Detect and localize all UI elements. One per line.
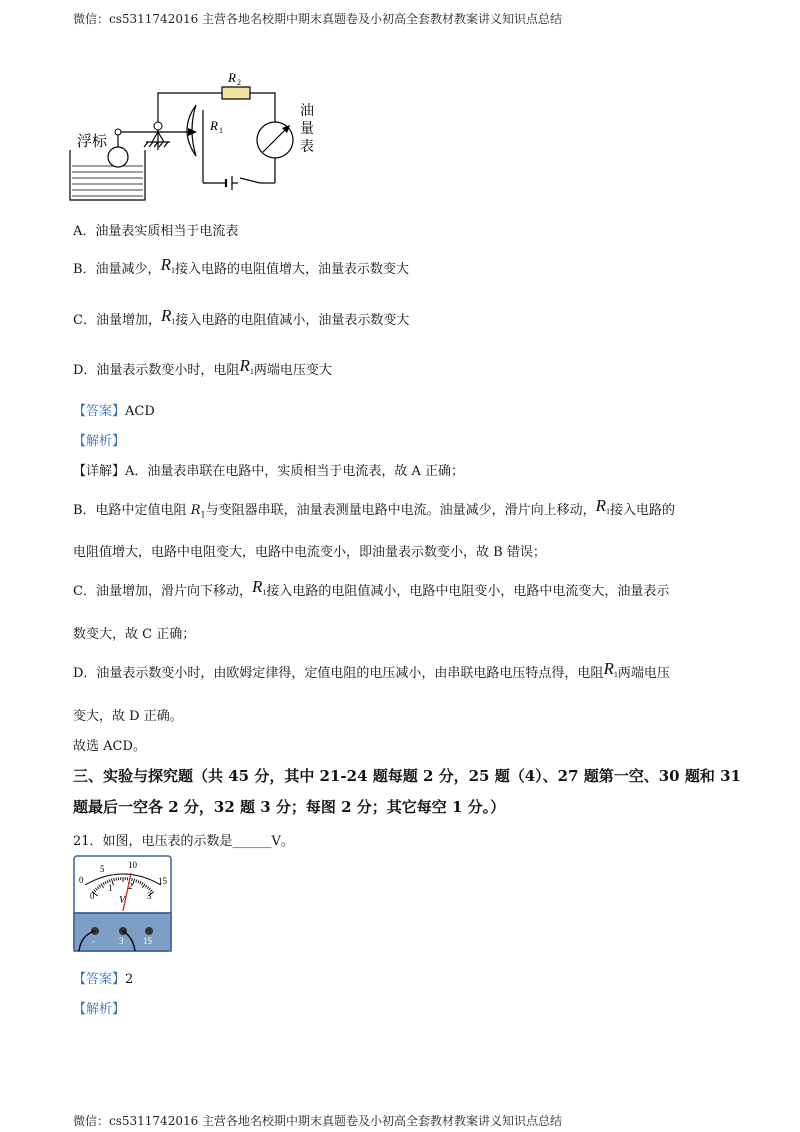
r2-label: R — [228, 70, 236, 85]
detail-line-2: B．电路中定值电阻 $R_1$与变阻器串联，油量表测量电路中电流。油量减少，滑片向上移动，R1接入电路的 — [73, 496, 675, 520]
bottom-scale-3: 3 — [147, 891, 152, 901]
float-label: 浮标 — [77, 132, 108, 150]
r1-symbol: R1 — [603, 659, 618, 679]
question-21: 21．如图，电压表的示数是______V。 — [73, 834, 294, 849]
detail-line-4: C．油量增加，滑片向下移动，R1接入电路的电阻值减小，电路中电阻变小，电路中电流变大，油量表示 — [73, 577, 670, 599]
answer-line — [73, 400, 155, 419]
r1-symbol: R1 — [595, 496, 610, 516]
answer-tag: 【答案】 — [73, 404, 126, 419]
q21-analysis-tag: 【解析】 — [73, 1002, 126, 1017]
voltmeter-figure — [73, 855, 173, 953]
top-scale-0: 0 — [79, 875, 84, 885]
detail-line-7: 变大，故 D 正确。 — [73, 709, 183, 724]
q21-answer-value: 2 — [125, 972, 134, 987]
r1-symbol: R1 — [160, 306, 176, 326]
page-header: 微信：cs5311742016 主营各地名校期中期末真题卷及小初高全套教材教案讲义知识点总结 — [73, 12, 563, 26]
analysis-tag: 【解析】 — [73, 434, 126, 449]
scale-tick — [116, 878, 117, 881]
gauge-label-2: 量 — [300, 121, 314, 137]
top-scale-5: 5 — [100, 864, 105, 874]
r1-symbol: R1 — [251, 577, 267, 597]
terminal-15: 15 — [143, 936, 152, 946]
option-c: C．油量增加，R1接入电路的电阻值减小，油量表示数变大 — [73, 306, 410, 328]
detail-line-3: 电阻值增大，电路中电阻变大，电路中电流变小，即油量表示数变小，故 B 错误； — [73, 545, 546, 560]
bottom-scale-1: 1 — [108, 883, 113, 893]
r2-subscript: 2 — [237, 78, 241, 87]
gauge-label-1: 油 — [300, 103, 314, 119]
r1-inline: $R_1$ — [190, 503, 206, 520]
r1-subscript: 1 — [219, 126, 223, 135]
terminal-negative: - — [92, 936, 95, 946]
detail-line-1: 【详解】A．油量表串联在电路中，实质相当于电流表，故 A 正确； — [73, 464, 465, 479]
top-scale-10: 10 — [128, 860, 137, 870]
r1-symbol: R1 — [160, 255, 175, 275]
bottom-scale-0: 0 — [90, 891, 95, 901]
unit-label: V — [119, 895, 126, 906]
section-heading-line-2: 题最后一空各 2 分，32 题 3 分；每图 2 分；其它每空 1 分。） — [73, 798, 506, 816]
option-a: A．油量表实质相当于电流表 — [73, 224, 239, 239]
option-d: D．油量表示数变小时，电阻R1两端电压变大 — [73, 356, 332, 378]
top-scale-15: 15 — [158, 876, 167, 886]
terminal-3: 3 — [119, 936, 124, 946]
section-heading-line-1: 三、实验与探究题（共 45 分，其中 21-24 题每题 2 分，25 题（4）、27 题第一空、30 题和 31 — [73, 767, 741, 785]
r1-label: R — [210, 118, 218, 133]
q21-answer-tag: 【答案】 — [73, 972, 126, 987]
fuel-gauge-circuit-diagram — [60, 60, 320, 205]
r1-symbol: R1 — [239, 356, 254, 376]
q21-answer-line — [73, 968, 133, 987]
answer-value: ACD — [125, 404, 155, 419]
gauge-label-3: 表 — [300, 139, 314, 155]
page-footer: 微信：cs5311742016 主营各地名校期中期末真题卷及小初高全套教材教案讲义知识点总结 — [73, 1114, 563, 1128]
option-b: B．油量减少，R1接入电路的电阻值增大，油量表示数变大 — [73, 255, 409, 277]
detail-line-8: 故选 ACD。 — [73, 739, 146, 754]
bottom-scale-2: 2 — [128, 881, 133, 891]
detail-line-6: D．油量表示数变小时，由欧姆定律得，定值电阻的电压减小，由串联电路电压特点得，电阻R1两端电压 — [73, 659, 670, 681]
detail-line-5: 数变大，故 C 正确； — [73, 627, 196, 642]
